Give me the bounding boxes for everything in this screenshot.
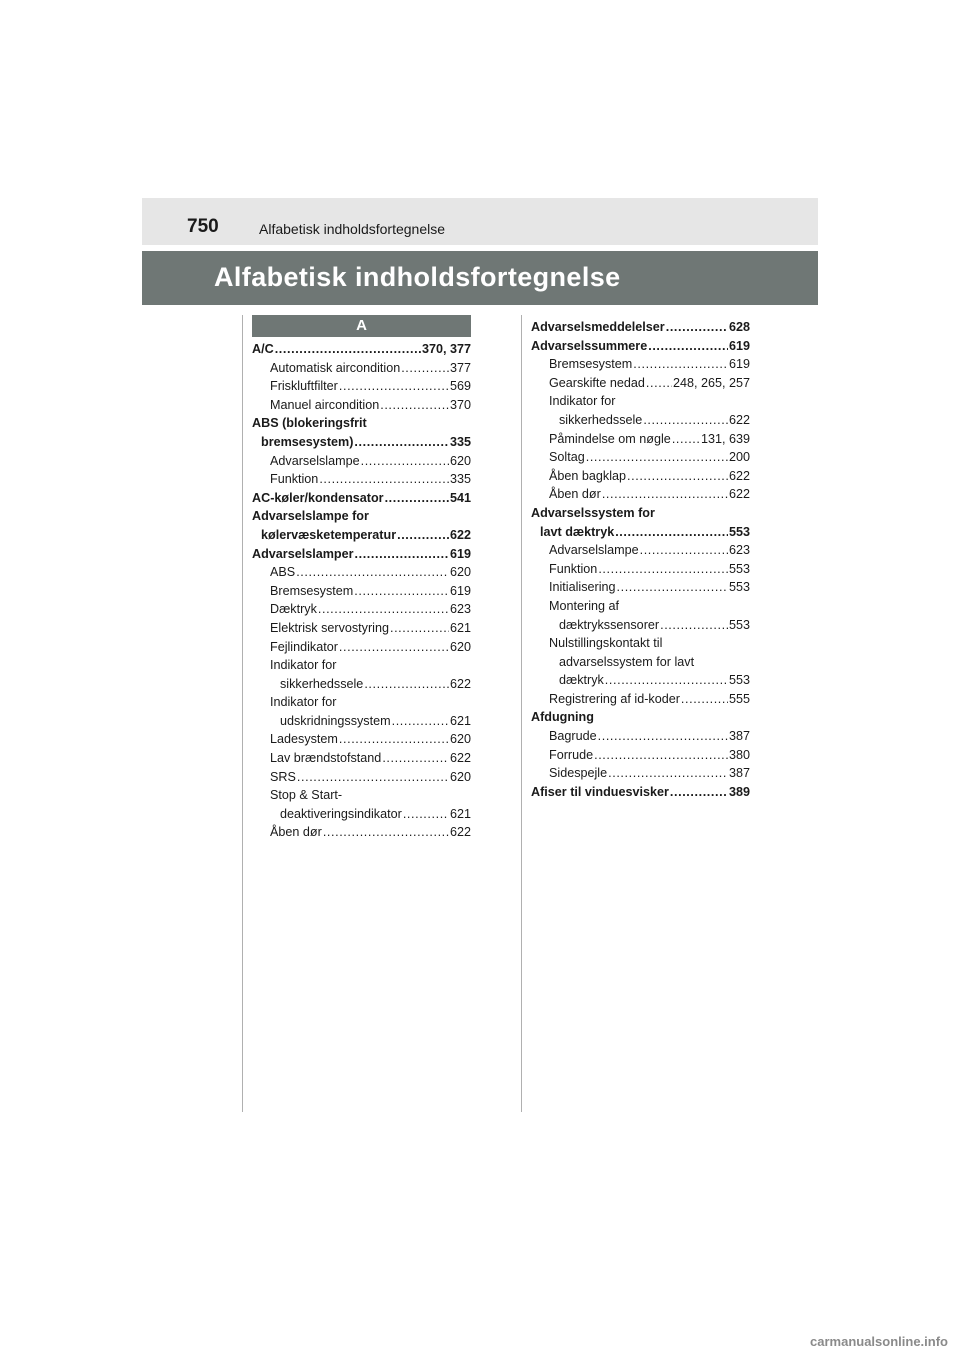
column-divider-left [242, 315, 243, 1112]
index-term: Funktion [270, 472, 319, 487]
dot-leader [403, 805, 449, 824]
index-entry [531, 708, 750, 727]
index-entry [252, 340, 471, 359]
page-reference: 622 [449, 676, 471, 691]
index-term: Bagrude [549, 729, 597, 744]
index-term: Afiser til vinduesvisker [531, 784, 669, 799]
dot-leader [627, 467, 728, 486]
index-term: Manuel aircondition [270, 397, 380, 412]
page-reference: 621 [449, 713, 471, 728]
page-reference: 555 [728, 691, 750, 706]
index-column-right [531, 318, 750, 801]
page-reference: 200 [728, 450, 750, 465]
index-entry [531, 318, 750, 337]
dot-leader [660, 616, 728, 635]
index-term: Åben dør [270, 825, 322, 840]
index-entry [531, 504, 750, 523]
index-term: Nulstillingskontakt til [549, 636, 663, 651]
dot-leader [608, 764, 728, 783]
dot-leader [648, 337, 728, 356]
index-entry [531, 467, 750, 486]
page-reference: 389 [728, 784, 750, 799]
page-reference: 553 [728, 673, 750, 688]
index-term: Gearskifte nedad [549, 375, 645, 390]
dot-leader [390, 619, 449, 638]
page-reference: 619 [449, 583, 471, 598]
index-entry [531, 764, 750, 783]
page-reference: 553 [728, 524, 750, 539]
index-term: Advarselslampe [549, 543, 639, 558]
index-entry [531, 541, 750, 560]
index-entry [531, 374, 750, 393]
index-term: AC-køler/kondensator [252, 490, 384, 505]
page-reference: 620 [449, 732, 471, 747]
index-term: Initialisering [549, 580, 616, 595]
index-entry [531, 523, 750, 542]
index-term: kølervæsketemperatur [261, 527, 397, 542]
index-entry [531, 411, 750, 430]
index-entry [531, 671, 750, 690]
column-divider-right [521, 315, 522, 1112]
index-entry [531, 634, 750, 653]
index-term: bremsesystem) [261, 434, 354, 449]
index-term: Advarselssystem for [531, 505, 655, 520]
index-term: deaktiveringsindikator [280, 806, 402, 821]
dot-leader [598, 560, 728, 579]
index-term: sikkerhedssele [559, 412, 643, 427]
index-term: Ladesystem [270, 732, 338, 747]
dot-leader [670, 783, 728, 802]
dot-leader [666, 318, 728, 337]
index-term: lavt dæktryk [540, 524, 615, 539]
index-entry [531, 560, 750, 579]
index-term: Friskluftfilter [270, 379, 338, 394]
index-term: Advarselslampe [270, 453, 360, 468]
index-term: Soltag [549, 450, 585, 465]
dot-leader [380, 396, 449, 415]
index-entry [252, 489, 471, 508]
index-term: Registrering af id-koder [549, 691, 680, 706]
page-number: 750 [187, 216, 219, 237]
dot-leader [602, 485, 728, 504]
page-reference: 619 [449, 546, 471, 561]
index-entry [252, 823, 471, 842]
page-reference: 131, 639 [700, 431, 750, 446]
dot-leader [354, 582, 449, 601]
index-term: Påmindelse om nøgle [549, 431, 671, 446]
page-reference: 553 [728, 617, 750, 632]
index-term: Automatisk aircondition [270, 360, 401, 375]
dot-leader [361, 452, 449, 471]
dot-leader [598, 727, 728, 746]
index-entry [252, 712, 471, 731]
dot-leader [633, 355, 728, 374]
page-reference: 621 [449, 620, 471, 635]
index-entry [531, 653, 750, 672]
index-entry [531, 578, 750, 597]
dot-leader [617, 578, 728, 597]
dot-leader [401, 359, 449, 378]
index-term: Bremsesystem [549, 357, 633, 372]
index-entry [252, 693, 471, 712]
page-reference: 620 [449, 565, 471, 580]
dot-leader [355, 545, 449, 564]
dot-leader [586, 448, 728, 467]
index-entry [252, 452, 471, 471]
index-term: Fejlindikator [270, 639, 338, 654]
page-reference: 248, 265, 257 [672, 375, 750, 390]
dot-leader [364, 675, 449, 694]
letter-heading: A [252, 315, 471, 337]
index-entry [252, 749, 471, 768]
dot-leader [382, 749, 449, 768]
dot-leader [319, 470, 449, 489]
page-reference: 622 [449, 825, 471, 840]
page-reference: 620 [449, 453, 471, 468]
page-reference: 370, 377 [421, 342, 471, 356]
index-term: Dæktryk [270, 602, 317, 617]
page-reference: 335 [449, 434, 471, 449]
index-term: Advarselsmeddelelser [531, 320, 665, 334]
index-entry [252, 638, 471, 657]
index-entry [252, 675, 471, 694]
page-reference: 620 [449, 769, 471, 784]
index-entry [531, 392, 750, 411]
dot-leader [646, 374, 672, 393]
index-term: Elektrisk servostyring [270, 620, 389, 635]
page-reference: 620 [449, 639, 471, 654]
index-term: udskridningssystem [280, 713, 391, 728]
dot-leader [275, 340, 421, 359]
index-entry [531, 783, 750, 802]
index-entry [252, 526, 471, 545]
page-reference: 622 [728, 487, 750, 502]
index-term: dæktryk [559, 673, 604, 688]
dot-leader [605, 671, 728, 690]
index-entry [252, 545, 471, 564]
index-entry [531, 355, 750, 374]
index-term: Lav brændstofstand [270, 751, 382, 766]
dot-leader [318, 600, 449, 619]
index-entry [531, 448, 750, 467]
index-term: Advarselslampe for [252, 509, 369, 524]
dot-leader [296, 563, 449, 582]
dot-leader [392, 712, 449, 731]
dot-leader [385, 489, 449, 508]
index-term: Bremsesystem [270, 583, 354, 598]
page-reference: 622 [449, 527, 471, 542]
page-reference: 377 [449, 360, 471, 375]
index-entry [252, 730, 471, 749]
index-entry [252, 433, 471, 452]
index-term: Funktion [549, 561, 598, 576]
dot-leader [339, 377, 449, 396]
index-entry [531, 337, 750, 356]
page-reference: 335 [449, 472, 471, 487]
index-term: SRS [270, 769, 296, 784]
index-term: Sidespejle [549, 766, 608, 781]
dot-leader [615, 523, 728, 542]
index-entry [252, 768, 471, 787]
page-title: Alfabetisk indholdsfortegnelse [214, 262, 621, 292]
page-reference: 622 [728, 412, 750, 427]
index-term: Stop & Start- [270, 788, 343, 803]
dot-leader [672, 430, 700, 449]
index-term: Indikator for [270, 695, 337, 710]
index-entry [252, 396, 471, 415]
index-term: Indikator for [270, 658, 337, 673]
running-header: Alfabetisk indholdsfortegnelse [259, 221, 446, 237]
index-term: dæktrykssensorer [559, 617, 660, 632]
page-reference: 553 [728, 561, 750, 576]
index-term: Advarselssummere [531, 338, 648, 353]
page-reference: 622 [449, 751, 471, 766]
index-entry [252, 582, 471, 601]
watermark: carmanualsonline.info [810, 1334, 948, 1349]
page-reference: 387 [728, 766, 750, 781]
index-entry [531, 746, 750, 765]
index-entry [531, 597, 750, 616]
index-term: ABS (blokeringsfrit [252, 416, 367, 431]
page-reference: 628 [728, 320, 750, 334]
index-entry [252, 563, 471, 582]
index-term: Åben dør [549, 487, 601, 502]
index-term: Forrude [549, 747, 594, 762]
dot-leader [297, 768, 449, 787]
index-entry [252, 619, 471, 638]
index-entry [531, 690, 750, 709]
header-band [142, 198, 818, 245]
dot-leader [594, 746, 728, 765]
index-term: Åben bagklap [549, 468, 627, 483]
index-term: Montering af [549, 598, 620, 613]
dot-leader [339, 638, 449, 657]
index-entry [252, 359, 471, 378]
index-entry [252, 377, 471, 396]
index-term: Indikator for [549, 394, 616, 409]
index-entry [252, 414, 471, 433]
page-reference: 541 [449, 490, 471, 505]
index-term: ABS [270, 565, 296, 580]
index-entry [252, 656, 471, 675]
dot-leader [323, 823, 449, 842]
index-entry [252, 786, 471, 805]
page-reference: 619 [728, 338, 750, 353]
index-entry [531, 727, 750, 746]
index-term: Afdugning [531, 710, 594, 725]
page-reference: 623 [449, 602, 471, 617]
dot-leader [354, 433, 449, 452]
dot-leader [339, 730, 449, 749]
index-entry [531, 485, 750, 504]
index-column-left [252, 340, 471, 842]
index-term: sikkerhedssele [280, 676, 364, 691]
page-reference: 380 [728, 747, 750, 762]
page-reference: 621 [449, 806, 471, 821]
page-reference: 623 [728, 543, 750, 558]
index-term: A/C [252, 342, 274, 356]
dot-leader [640, 541, 728, 560]
index-term: Advarselslamper [252, 546, 354, 561]
index-entry [531, 616, 750, 635]
dot-leader [681, 690, 728, 709]
index-entry [252, 600, 471, 619]
page-reference: 370 [449, 397, 471, 412]
index-entry [531, 430, 750, 449]
page-reference: 619 [728, 357, 750, 372]
index-term: advarselssystem for lavt [559, 654, 695, 669]
index-entry [252, 507, 471, 526]
page-reference: 622 [728, 468, 750, 483]
page-reference: 569 [449, 379, 471, 394]
index-entry [252, 470, 471, 489]
index-entry [252, 805, 471, 824]
page-reference: 553 [728, 580, 750, 595]
page-reference: 387 [728, 729, 750, 744]
dot-leader [643, 411, 728, 430]
dot-leader [397, 526, 449, 545]
